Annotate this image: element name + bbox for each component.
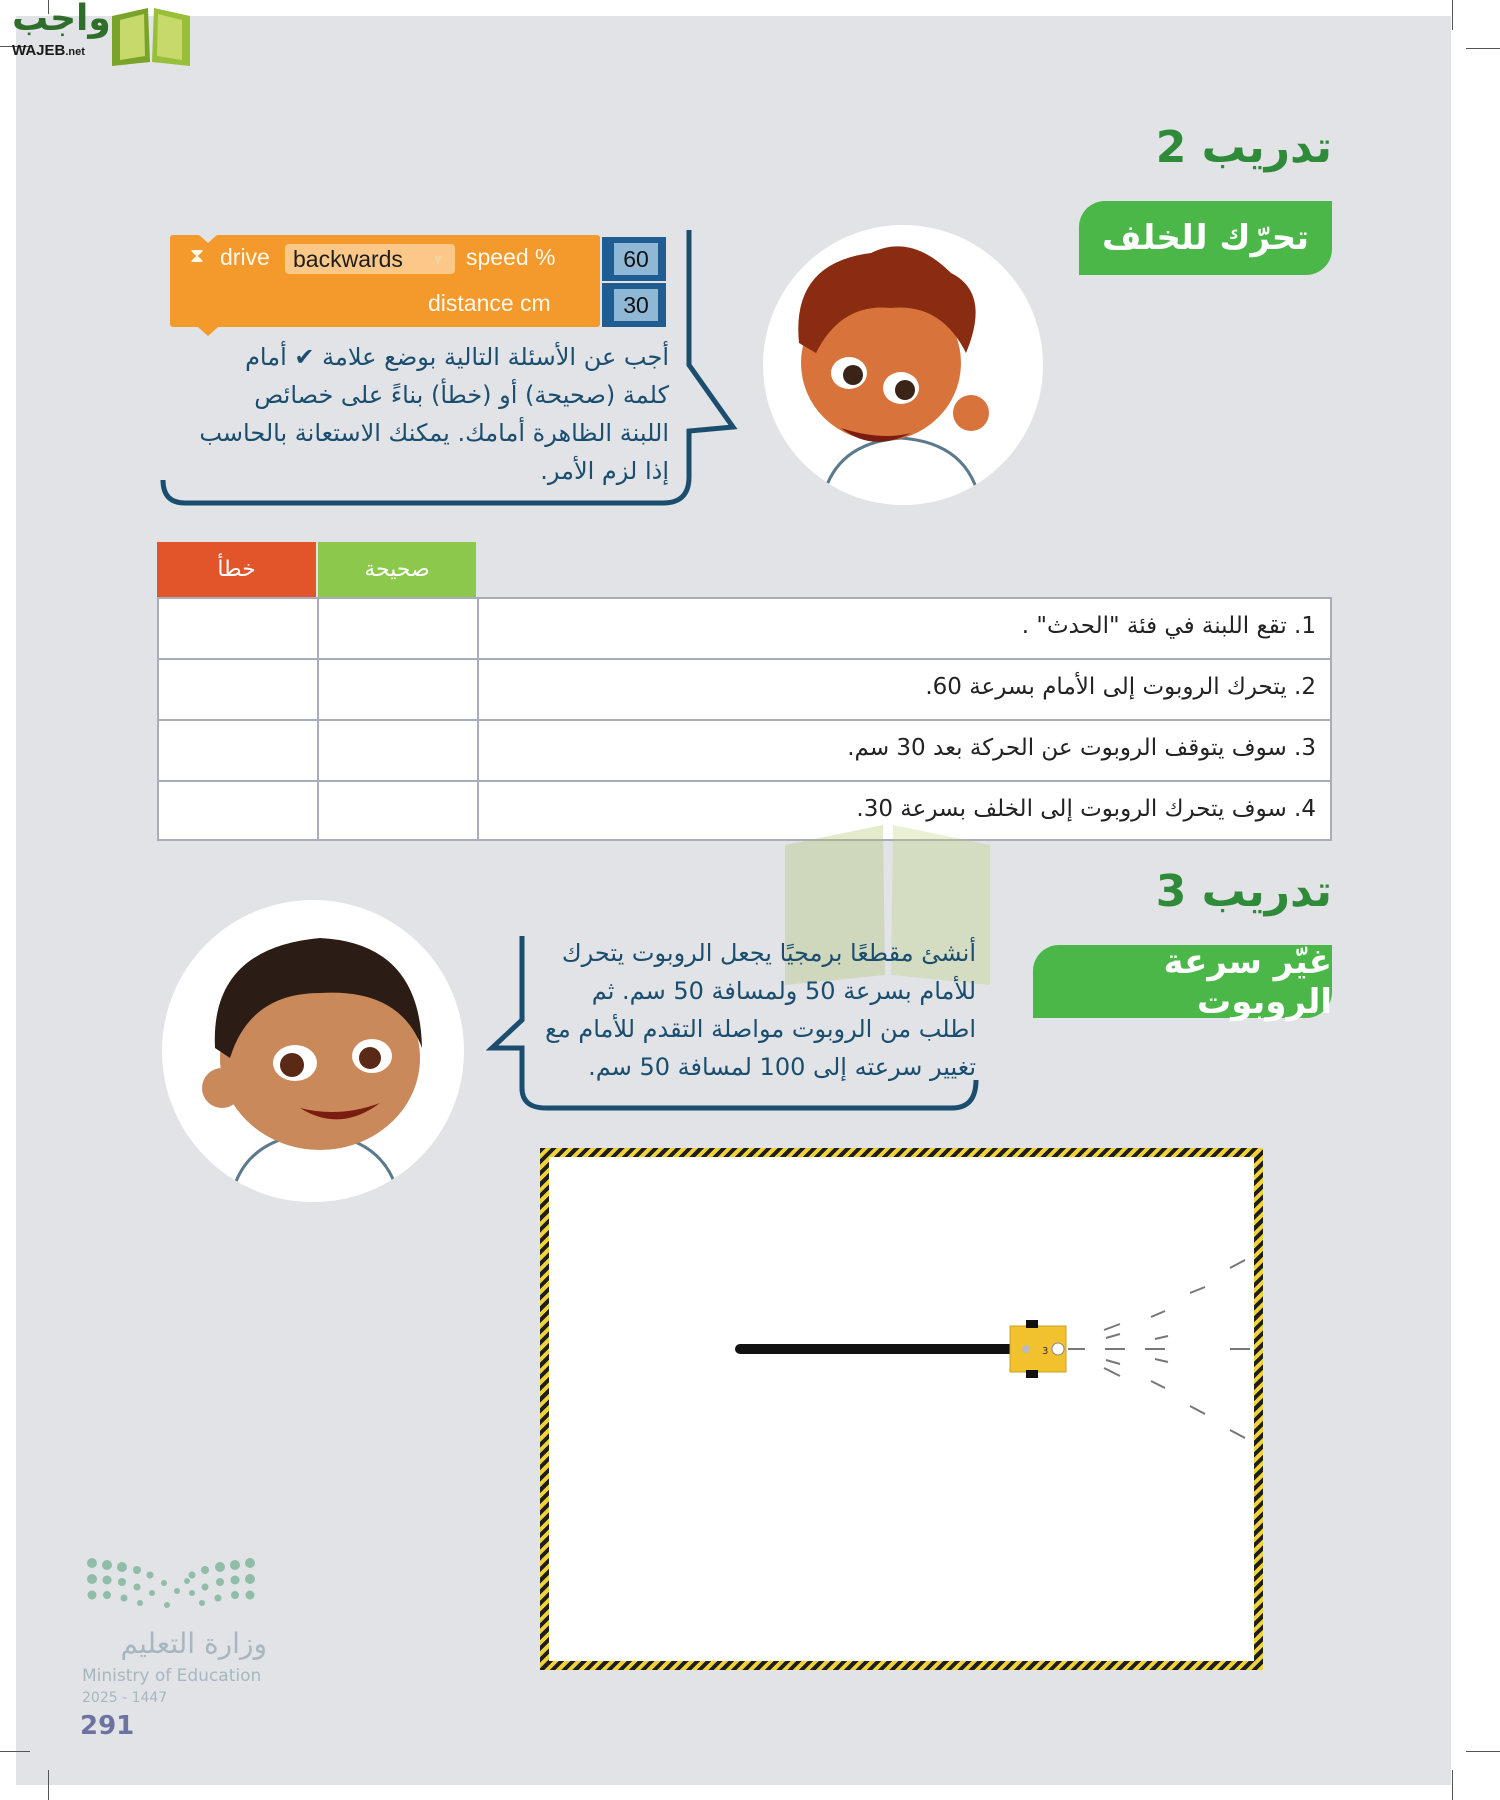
instruction-line: للأمام بسرعة 50 ولمسافة 50 سم. ثم: [591, 977, 976, 1005]
robot-icon: [1010, 1320, 1066, 1378]
logo-arabic: واجب: [12, 0, 111, 39]
wajeb-logo[interactable]: [8, 0, 193, 66]
instruction-line: أجب عن الأسئلة التالية بوضع علامة ✔ أمام: [245, 343, 669, 371]
instruction-line: اطلب من الروبوت مواصلة التقدم للأمام مع: [545, 1015, 976, 1043]
table-row: [159, 599, 1330, 660]
table-row: [159, 721, 1330, 782]
direction-value: backwards: [293, 246, 403, 272]
hourglass-icon: ⧗: [190, 245, 205, 267]
instruction-line: تغيير سرعته إلى 100 لمسافة 50 سم.: [588, 1053, 976, 1081]
exercise-2-title: تدريب 2: [1155, 122, 1332, 173]
question-text: 3. سوف يتوقف الروبوت عن الحركة بعد 30 سم.: [847, 735, 1316, 761]
instruction-line: اللبنة الظاهرة أمامك. يمكنك الاستعانة بالحاسب: [199, 419, 669, 447]
instruction-line: أنشئ مقطعًا برمجيًا يجعل الروبوت يتحرك: [561, 939, 976, 967]
ministry-name-en: Ministry of Education: [82, 1666, 262, 1686]
robot-scene: [540, 1148, 1263, 1670]
instruction-line: إذا لزم الأمر.: [540, 457, 669, 485]
dropdown-arrow-icon: ▼: [431, 251, 445, 267]
ministry-logo: [82, 1555, 267, 1755]
boy-character-2: [160, 898, 466, 1204]
distance-value: 30: [614, 289, 658, 321]
speed-value: 60: [614, 243, 658, 275]
book-icon: [108, 4, 194, 66]
boy-character-1: [761, 223, 1045, 507]
block-command: drive: [220, 244, 270, 270]
exercise-2-subtitle: تحرّك للخلف: [1079, 201, 1332, 275]
instruction-line: كلمة (صحيحة) أو (خطأ) بناءً على خصائص: [254, 381, 669, 409]
robot-stage: [540, 1148, 1263, 1670]
exercise-2-instructions: [149, 338, 669, 490]
header-false: خطأ: [157, 542, 316, 597]
question-text: 1. تقع اللبنة في فئة "الحدث" .: [1021, 613, 1316, 639]
ministry-name-ar: وزارة التعليم: [120, 1627, 267, 1660]
exercise-3-subtitle: غيّر سرعة الروبوت: [1033, 945, 1332, 1018]
sensor-rays: [1068, 1260, 1250, 1438]
robot-label: 3: [1042, 1346, 1049, 1357]
header-true: صحيحة: [318, 542, 476, 597]
table-row: [159, 660, 1330, 721]
page-number: 291: [80, 1711, 135, 1741]
distance-label: distance cm: [428, 290, 551, 316]
exercise-3-title: تدريب 3: [1155, 866, 1332, 917]
logo-latin: WAJEB: [12, 42, 66, 59]
edition-year: 2025 - 1447: [82, 1690, 168, 1706]
ministry-emblem-icon: [82, 1555, 262, 1615]
exercise-3-instructions: [536, 934, 976, 1086]
speed-label: speed %: [466, 244, 556, 270]
question-text: 4. سوف يتحرك الروبوت إلى الخلف بسرعة 30.: [856, 796, 1316, 822]
table-row: [159, 782, 1330, 843]
questions-table: [157, 597, 1332, 841]
logo-suffix: .net: [65, 46, 85, 58]
question-text: 2. يتحرك الروبوت إلى الأمام بسرعة 60.: [925, 674, 1316, 700]
